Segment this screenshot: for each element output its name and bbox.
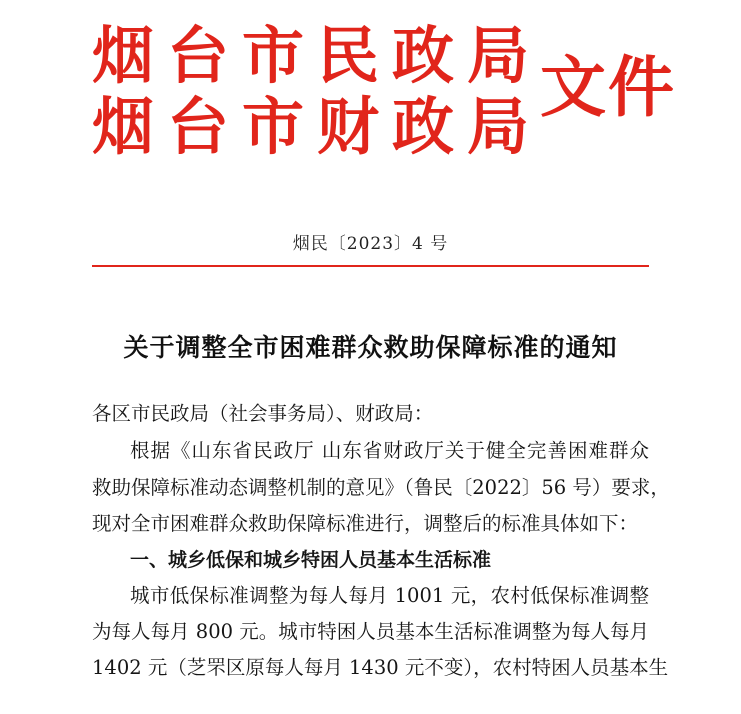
document-word: 文件 bbox=[540, 49, 676, 126]
section-heading-1: 一、城乡低保和城乡特困人员基本生活标准 bbox=[130, 549, 492, 571]
paragraph-2-line-3: 1402 元（芝罘区原每人每月 1430 元不变），农村特困人员基本生 bbox=[92, 656, 669, 679]
salutation: 各区市民政局（社会事务局）、财政局： bbox=[92, 402, 434, 425]
paragraph-1-line-1: 根据《山东省民政厅 山东省财政厅关于健全完善困难群众 bbox=[130, 439, 649, 462]
red-divider bbox=[92, 265, 649, 267]
issuing-org-line-2: 烟台市财政局 bbox=[92, 90, 543, 163]
paragraph-1-line-2: 救助保障标准动态调整机制的意见》（鲁民〔2022〕56 号）要求， bbox=[92, 476, 670, 499]
document-title: 关于调整全市困难群众救助保障标准的通知 bbox=[123, 333, 618, 362]
document-header bbox=[0, 0, 741, 170]
document-number: 烟民〔2023〕4 号 bbox=[292, 234, 449, 254]
paragraph-1-line-3: 现对全市困难群众救助保障标准进行，调整后的标准具体如下： bbox=[92, 512, 639, 535]
paragraph-2-line-2: 为每人每月 800 元。城市特困人员基本生活标准调整为每人每月 bbox=[92, 620, 649, 643]
paragraph-2-line-1: 城市低保标准调整为每人每月 1001 元，农村低保标准调整 bbox=[130, 584, 649, 607]
issuing-org-line-1: 烟台市民政局 bbox=[92, 19, 543, 92]
